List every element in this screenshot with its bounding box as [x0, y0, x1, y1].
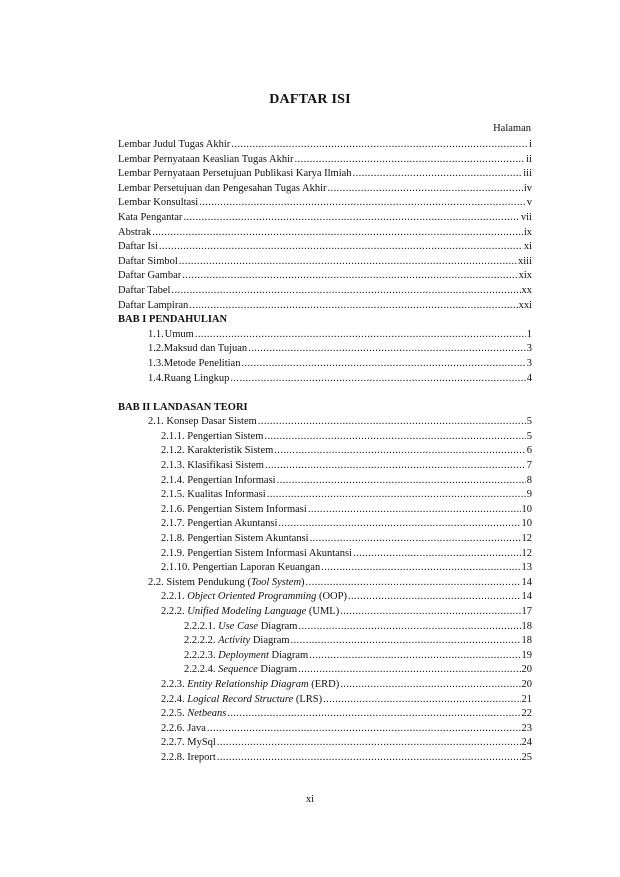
toc-entry-page: xi [523, 241, 532, 253]
toc-entry-page: ii [526, 153, 532, 165]
toc-entry-label: 2.2.7. MySql [161, 737, 216, 749]
toc-leader-dots [217, 736, 521, 751]
toc-entry-page: 10 [521, 503, 532, 515]
toc-entry-label: 2.1.4. Pengertian Informasi [161, 474, 276, 486]
toc-entry-page: vii [520, 211, 532, 223]
toc-entry [118, 138, 532, 153]
toc-entry [118, 269, 532, 284]
toc-entry-label: 2.1.3. Klasifikasi Sistem [161, 460, 264, 472]
toc-entry [118, 255, 532, 270]
toc-entry-page: xiii [517, 255, 532, 267]
toc-entry-label: 2.2.6. Java [161, 722, 206, 734]
toc-entry-page: 6 [526, 445, 532, 457]
toc-entry [118, 590, 532, 605]
toc-entry-page: 21 [521, 693, 532, 705]
toc-entry [118, 357, 532, 372]
toc-leader-dots [308, 503, 521, 518]
table-of-contents [118, 138, 532, 766]
toc-entry [118, 517, 532, 532]
toc-leader-dots [227, 707, 520, 722]
toc-entry-page: 20 [521, 664, 532, 676]
toc-entry-label: 2.1.7. Pengertian Akuntansi [161, 518, 278, 530]
toc-leader-dots [353, 547, 520, 562]
toc-entry-label: 2.1.6. Pengertian Sistem Informasi [161, 503, 307, 515]
toc-entry-page: 7 [526, 460, 532, 472]
toc-entry-label: Abstrak [118, 226, 152, 238]
toc-entry-label: 2.2.2.4. Sequence Diagram [184, 664, 298, 676]
toc-leader-dots [183, 211, 519, 226]
toc-entry [118, 503, 532, 518]
toc-entry-label: 2.1. Konsep Dasar Sistem [148, 416, 257, 428]
toc-entry-page: 17 [521, 606, 532, 617]
toc-leader-dots [321, 561, 520, 576]
toc-entry-label: Metode Penelitian [163, 357, 241, 369]
toc-leader-dots [231, 138, 528, 153]
toc-leader-dots [182, 269, 517, 284]
toc-leader-dots [353, 167, 523, 182]
toc-entry [118, 167, 532, 182]
toc-entry-label: Daftar Simbol [118, 255, 178, 267]
toc-leader-dots [323, 693, 520, 708]
toc-entry [118, 634, 532, 649]
toc-entry-page: 12 [521, 547, 532, 559]
toc-entry [118, 649, 532, 664]
halaman-label: Halaman [493, 123, 531, 134]
toc-leader-dots [258, 415, 526, 430]
toc-entry [118, 561, 532, 576]
toc-leader-dots [267, 488, 526, 503]
toc-entry-label: Umum [164, 328, 194, 340]
toc-entry-page: 12 [521, 533, 532, 545]
toc-entry [118, 459, 532, 474]
toc-entry-page: 14 [521, 591, 532, 603]
toc-leader-dots [248, 342, 526, 357]
toc-leader-dots [195, 328, 526, 343]
toc-leader-dots [189, 299, 517, 314]
toc-entry-label: 2.2.2.2. Activity Diagram [184, 635, 290, 647]
toc-leader-dots [171, 284, 520, 299]
toc-leader-dots [295, 153, 526, 168]
toc-entry-label: 2.2.8. Ireport [161, 751, 216, 763]
toc-entry-page: 1 [526, 328, 532, 340]
toc-leader-dots [274, 444, 525, 459]
toc-entry [118, 678, 532, 693]
toc-entry-label: Lembar Judul Tugas Akhir [118, 139, 231, 150]
toc-entry-label: Lembar Pernyataan Keaslian Tugas Akhir [118, 153, 294, 165]
toc-entry-label: Maksud dan Tujuan [163, 343, 248, 355]
toc-leader-dots [277, 474, 526, 489]
toc-entry [118, 211, 532, 226]
toc-entry-label: Kata Pengantar [118, 211, 183, 223]
toc-entry-page: 22 [521, 708, 532, 720]
toc-entry [118, 707, 532, 722]
toc-entry-label: Lembar Konsultasi [118, 197, 199, 209]
toc-entry-page: 3 [526, 357, 532, 369]
toc-spacer [118, 386, 532, 401]
toc-entry-label: 2.2.2. Unified Modeling Language (UML) [161, 606, 340, 617]
toc-leader-dots [264, 430, 525, 445]
toc-leader-dots [309, 649, 520, 664]
toc-leader-dots [159, 240, 523, 255]
toc-entry-page: 10 [521, 518, 532, 530]
toc-entry-label: 2.2.3. Entity Relationship Diagram (ERD) [161, 678, 340, 690]
toc-entry-page: xxi [518, 299, 532, 311]
toc-entry [118, 196, 532, 211]
toc-entry-page: 3 [526, 343, 532, 355]
toc-entry-page: v [526, 197, 532, 209]
toc-entry-label: Daftar Lampiran [118, 299, 189, 311]
toc-entry-page: 19 [521, 649, 532, 661]
toc-entry [118, 751, 532, 766]
toc-entry-page: 5 [526, 416, 532, 428]
toc-entry-page: 9 [526, 489, 532, 501]
toc-entry [118, 299, 532, 314]
toc-leader-dots [179, 255, 517, 270]
toc-entry-label: 2.2. Sistem Pendukung (Tool System) [148, 576, 305, 588]
toc-leader-dots [348, 590, 521, 605]
toc-chapter-label: BAB II LANDASAN TEORI [118, 401, 248, 413]
toc-entry [118, 342, 532, 357]
toc-entry-page: ix [523, 226, 532, 238]
toc-entry-label: 2.2.5. Netbeans [161, 708, 227, 720]
toc-entry [118, 576, 532, 591]
toc-entry [118, 153, 532, 168]
toc-entry-label: Daftar Gambar [118, 270, 182, 282]
toc-leader-dots [310, 532, 521, 547]
toc-entry [118, 474, 532, 489]
toc-entry-page: 13 [521, 562, 532, 574]
toc-entry-label: 2.1.5. Kualitas Informasi [161, 489, 266, 501]
toc-entry-label: 2.2.4. Logical Record Structure (LRS) [161, 693, 323, 705]
toc-entry [118, 547, 532, 562]
toc-entry-page: i [529, 139, 532, 150]
page-title: DAFTAR ISI [269, 92, 351, 107]
toc-entry [118, 663, 532, 678]
toc-entry-page: 23 [521, 722, 532, 734]
toc-entry-label: 2.1.10. Pengertian Laporan Keuangan [161, 562, 321, 574]
toc-entry-page: iv [523, 182, 532, 194]
toc-entry-page: 14 [521, 576, 532, 588]
toc-entry [118, 605, 532, 620]
toc-entry-label: Daftar Isi [118, 241, 158, 253]
toc-entry [118, 226, 532, 241]
toc-entry-label: Lembar Persetujuan dan Pengesahan Tugas Akhir [118, 182, 327, 194]
toc-entry [118, 284, 532, 299]
toc-entry-label: 2.1.1. Pengertian Sistem [161, 430, 264, 442]
toc-leader-dots [298, 620, 520, 635]
toc-entry [118, 240, 532, 255]
toc-leader-dots [306, 576, 521, 591]
toc-entry [118, 182, 532, 197]
toc-entry-page: iii [523, 168, 532, 180]
toc-entry-page: 24 [521, 737, 532, 749]
toc-leader-dots [340, 605, 520, 620]
toc-entry-label: 2.1.2. Karakteristik Sistem [161, 445, 274, 457]
toc-leader-dots [340, 678, 520, 693]
toc-leader-dots [199, 196, 526, 211]
toc-chapter-heading [118, 313, 532, 328]
toc-entry-page: xix [518, 270, 532, 282]
toc-entry-page: 25 [521, 751, 532, 763]
toc-leader-dots [278, 517, 520, 532]
toc-entry-label: 2.2.2.1. Use Case Diagram [184, 620, 298, 632]
toc-entry-number: 1.3. [148, 357, 164, 369]
toc-entry [118, 620, 532, 635]
toc-chapter-label: BAB I PENDAHULIAN [118, 314, 228, 326]
toc-entry-label: Lembar Pernyataan Persetujuan Publikasi Karya Ilmiah [118, 168, 352, 180]
toc-leader-dots [230, 372, 525, 387]
toc-entry [118, 328, 532, 343]
toc-entry [118, 532, 532, 547]
toc-entry [118, 736, 532, 751]
toc-entry-page: 18 [521, 635, 532, 647]
toc-entry [118, 430, 532, 445]
toc-leader-dots [207, 722, 521, 737]
toc-entry-label: Daftar Tabel [118, 284, 171, 296]
toc-leader-dots [241, 357, 525, 372]
toc-entry [118, 372, 532, 387]
toc-entry [118, 415, 532, 430]
toc-entry-label: Ruang Lingkup [163, 372, 230, 384]
toc-leader-dots [328, 182, 523, 197]
toc-entry [118, 722, 532, 737]
toc-entry [118, 444, 532, 459]
toc-entry-number: 1.1. [148, 328, 164, 340]
toc-chapter-heading [118, 401, 532, 416]
toc-entry-label: 2.2.2.3. Deployment Diagram [184, 649, 309, 661]
toc-leader-dots [291, 634, 521, 649]
toc-entry-page: 8 [526, 474, 532, 486]
toc-entry-number: 1.2. [148, 343, 164, 355]
toc-entry-number: 1.4. [148, 372, 164, 384]
toc-entry-page: 4 [526, 372, 532, 384]
toc-entry-page: 20 [521, 678, 532, 690]
toc-entry [118, 693, 532, 708]
toc-entry-page: 5 [526, 430, 532, 442]
toc-entry-page: 18 [521, 620, 532, 632]
toc-entry [118, 488, 532, 503]
page-number-footer: xi [305, 794, 315, 805]
toc-leader-dots [265, 459, 526, 474]
toc-leader-dots [152, 226, 523, 241]
toc-entry-label: 2.1.9. Pengertian Sistem Informasi Akuntansi [161, 547, 353, 559]
toc-entry-page: xx [521, 284, 532, 296]
toc-leader-dots [298, 663, 520, 678]
toc-entry-label: 2.2.1. Object Oriented Programming (OOP) [161, 591, 347, 603]
toc-leader-dots [217, 751, 521, 766]
toc-entry-label: 2.1.8. Pengertian Sistem Akuntansi [161, 533, 309, 545]
